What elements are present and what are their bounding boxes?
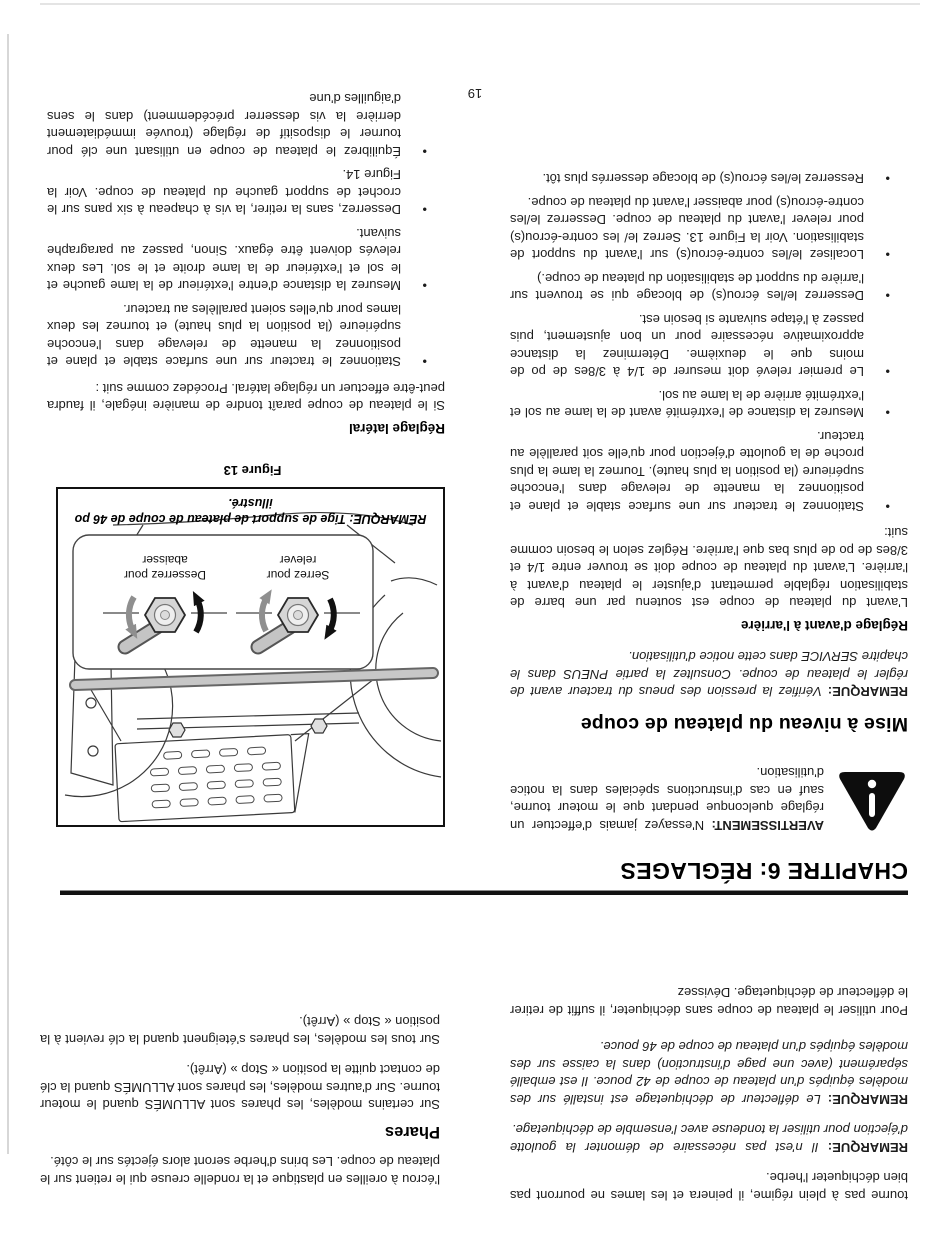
bullet-list-lateral xyxy=(47,90,445,371)
subsection-heading-lateral: Réglage latéral xyxy=(348,421,445,436)
remark-text: Le déflecteur de déchiquetage est installé sur des modèles équipés d'un plateau de coupe de 42 pouce. Il est emballé séparément (avec une page d'instruction) dans la caisse sur des modèles équipés d'un plateau de coupe de 46 pouce. xyxy=(510,1039,908,1107)
warning-label: AVERTISSEMENT: xyxy=(711,818,824,833)
paragraph: Pour utiliser le plateau de coupe sans déchiqueter, il suffit de retirer le déflecteur de déchiquetage. Dévissez xyxy=(510,985,908,1018)
chapter-right-column xyxy=(47,84,445,827)
bullet-item: • Desserrez le/les écrou(s) de blocage qui se trouvent sur l'arrière du support de stabilisation du plateau de coupe.) xyxy=(510,270,908,305)
paragraph: l'écrou à oreilles en plastique et la rondelle creuse qui le retient sur le plateau de coupe. Les brins d'herbe seront alors éjectés sur le côté. xyxy=(40,1154,440,1187)
remark-label: REMARQUE: xyxy=(827,684,908,700)
chapter-title: CHAPITRE 6: RÉGLAGES xyxy=(620,858,908,884)
page-number: 19 xyxy=(467,86,483,101)
remark-label: REMARQUE: xyxy=(827,1140,908,1155)
paragraph: tourne pas à plein régime, il peinera et les lames ne pourront pas bien déchiqueter l'herbe. xyxy=(510,1170,908,1203)
subsection-heading-avant-arriere: Réglage d'avant à l'arrière xyxy=(741,618,908,633)
remark-label: REMARQUE: xyxy=(827,1092,908,1107)
bullet-item: • Stationnez le tracteur sur une surface stable et plane et positionnez la manette de relevage dans l'encoche supérieure (la position la plus haute) et tournez les deux lames pour qu'elles soient parallèles au tracteur. xyxy=(47,301,445,371)
bullet-item: • Le premier relevé doit mesurer de 1/4 à 3/8es de po de moins que le deuxième. Déterminez la distance approximative nécessaire pour un bon ajustement, puis passez à l'étape suivante si besoin est. xyxy=(510,311,908,381)
warning-text xyxy=(510,764,824,834)
bullet-item: • Resserrez le/les écrou(s) de blocage desserrés plus tôt. xyxy=(510,170,908,188)
scan-edge-artifact xyxy=(40,3,920,5)
warning-block xyxy=(510,764,908,834)
figure-label-desserrez: Desserrez pour abaisser xyxy=(123,553,207,582)
remark-paragraph xyxy=(510,1038,908,1108)
figure-13-image xyxy=(56,487,445,827)
warning-body: N'essayez jamais d'effectuer un réglage quelconque pendant que le moteur tourne, sauf en cas d'instructions spéciales dans la notice d'utilisation. xyxy=(510,765,824,833)
remark-text: Vérifiez la pression des pneus du tracteur avant de régler le plateau de coupe. Consultez la partie PNEUS dans le chapitre SERVICE dans cette notice d'utilisation. xyxy=(510,649,908,700)
remark-text: Il n'est pas nécessaire de démonter la goulotte d'éjection pour utiliser la tondeuse avec l'ensemble de déchiquetage. xyxy=(510,1122,908,1155)
section-heading: Mise à niveau du plateau de coupe xyxy=(580,713,908,735)
paragraph: Si le plateau de coupe paraît tondre de manière inégale, il faudra peut-être effectuer un réglage latéral. Procédez comme suit : xyxy=(47,381,445,414)
paragraph: L'avant du plateau de coupe est soutenu par une barre de stabilisation réglable permettant d'ajuster le plateau d'avant à l'arrière. L'avant du plateau de coupe doit se trouver entre 1/4 et 3/8es de po de plus bas que l'arrière. Réglez selon le besoin comme suit: xyxy=(510,525,908,611)
remark-paragraph xyxy=(510,648,908,701)
bullet-list-avant-arriere xyxy=(510,170,908,515)
deck-support-rod-illustration xyxy=(62,493,443,825)
lateral-section xyxy=(47,90,445,437)
bullet-item: • Localisez le/les contre-écrou(s) sur l'avant du support de stabilisation. Voir la Figure 13. Serrez le/ les contre-écrou(s) pour relever l'avant du plateau de coupe. Desserrez le/les contre-écrou(s) pour abaisser l'avant du plateau de coupe. xyxy=(510,194,908,264)
chapter-left-column xyxy=(510,164,908,834)
remark-paragraph xyxy=(510,1121,908,1156)
warning-triangle-icon xyxy=(836,764,908,834)
bullet-item: • Équilibrez le plateau de coupe en utilisant une clé pour tourner le dispositif de réglage (trouvée immédiatement derrière la vis desserrer précédemment) dans le sens d'aiguilles d'une xyxy=(47,90,445,160)
figure-label-serrez: Serrez pour relever xyxy=(266,553,330,582)
figure-caption: Figure 13 xyxy=(223,463,282,478)
phares-heading: Phares xyxy=(384,1123,440,1141)
scan-edge-artifact xyxy=(7,34,9,1154)
chapter-divider-rule xyxy=(60,890,908,895)
bullet-item: • Mesurez la distance d'entre l'extérieur de la lame gauche et le sol et l'extérieur de la lame droite et le sol. Les deux relevés doivent être égaux. Sinon, passez au paragraphe suivant. xyxy=(47,225,445,295)
bullet-item: • Desserrez, sans la retirer, la vis à chapeau à six pans sur le crochet de support gauche du plateau de coupe. Voir la Figure 14. xyxy=(47,166,445,219)
paragraph: Sur tous les modèles, les phares s'éteignent quand la clé revient à la position « Stop » (Arrêt). xyxy=(40,1014,440,1047)
bullet-item: • Stationnez le tracteur sur une surface stable et plane et positionnez la manette de relevage dans l'encoche supérieure (la position la plus haute). Tournez la lame la plus proche de la goulotte d'éjection pour qu'elle soit parallèle au tracteur. xyxy=(510,428,908,516)
prev-chapter-right-column xyxy=(40,1000,440,1188)
figure-remark: REMARQUE: Tige de support de plateau de coupe de 46 po illustré. xyxy=(74,496,427,526)
paragraph: Sur certains modèles, les phares sont ALLUMÉS quand le moteur tourne. Sur d'autres modèles, les phares sont ALLUMÉS quand la clé de contact quitte la position « Stop » (Arrêt). xyxy=(40,1062,440,1113)
prev-chapter-left-column xyxy=(510,971,908,1204)
bullet-item: • Mesurez la distance de l'extrémité avant de la lame au sol et l'extrémité arrière de la lame au sol. xyxy=(510,387,908,422)
